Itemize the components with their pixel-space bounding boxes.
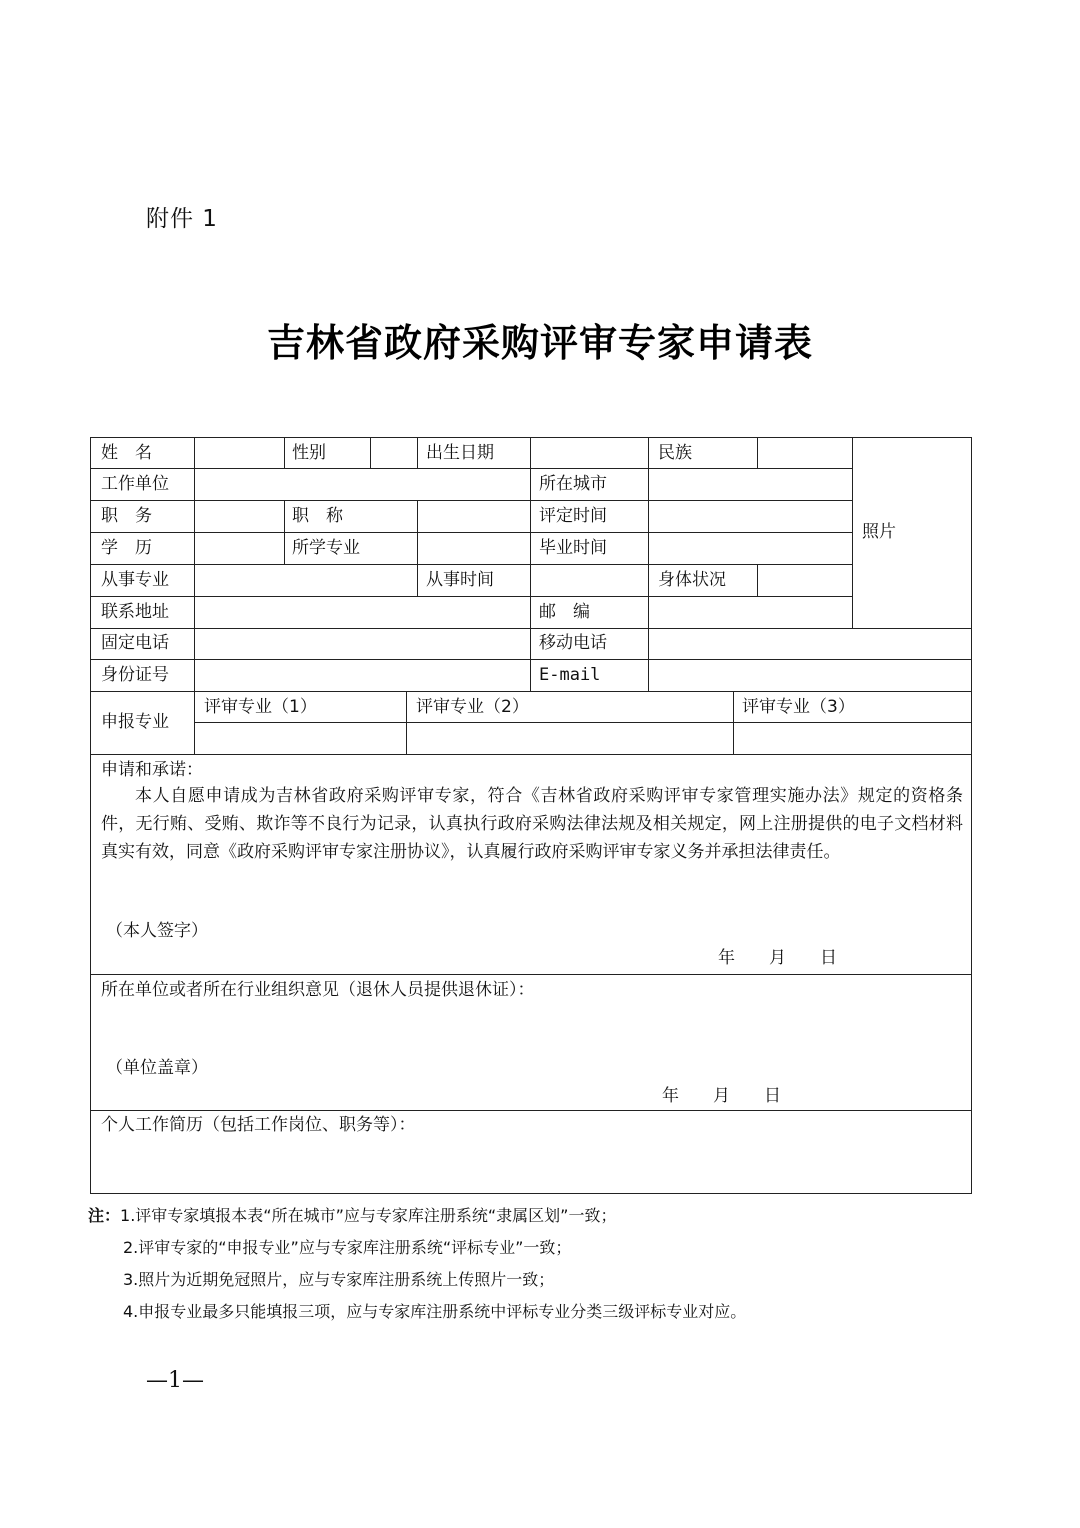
notes-lead: 注： xyxy=(88,1206,121,1225)
gender-label: 性别 xyxy=(292,443,326,463)
note-item-2: 2.评审专家的“申报专业”应与专家库注册系统“评标专业”一致； xyxy=(123,1238,572,1257)
review-major-3-label: 评审专业（3） xyxy=(742,697,855,717)
photo-label: 照片 xyxy=(862,522,896,542)
major-label: 所学专业 xyxy=(292,538,360,558)
commitment-heading: 申请和承诺： xyxy=(101,760,203,780)
opinion-date: 年 月 日 xyxy=(662,1086,781,1106)
address-label: 联系地址 xyxy=(101,602,169,622)
page-title: 吉林省政府采购评审专家申请表 xyxy=(266,320,813,365)
field-label: 从事专业 xyxy=(101,570,169,590)
professional-title-label: 职 称 xyxy=(292,506,343,526)
page-number: —1— xyxy=(146,1368,204,1393)
note-item-4: 4.申报专业最多只能填报三项，应与专家库注册系统中评标专业分类三级评标专业对应。 xyxy=(123,1302,747,1321)
ethnicity-label: 民族 xyxy=(658,443,692,463)
name-label: 姓 名 xyxy=(101,443,152,463)
commitment-date: 年 月 日 xyxy=(718,948,837,968)
graduation-time-label: 毕业时间 xyxy=(539,538,607,558)
seal-label: （单位盖章） xyxy=(106,1058,208,1078)
mobile-label: 移动电话 xyxy=(539,633,607,653)
review-major-2-label: 评审专业（2） xyxy=(416,697,529,717)
city-label: 所在城市 xyxy=(539,474,607,494)
birth-date-label: 出生日期 xyxy=(426,443,494,463)
phone-label: 固定电话 xyxy=(101,633,169,653)
review-major-1-label: 评审专业（1） xyxy=(204,697,317,717)
attachment-label: 附件 1 xyxy=(146,206,218,232)
signature-label: （本人签字） xyxy=(106,921,208,941)
note-item-1: 1.评审专家填报本表“所在城市”应与专家库注册系统“隶属区划”一致； xyxy=(120,1206,617,1225)
commitment-text: 本人自愿申请成为吉林省政府采购评审专家，符合《吉林省政府采购评审专家管理实施办法》规定的资格条件，无行贿、受贿、欺诈等不良行为记录，认真执行政府采购法律法规及相关规定，网上注册提供的电子文档材料真实有效，同意《政府采购评审专家注册协议》，认真履行政府采购评审专家义务并承担法律责任。 xyxy=(101,786,963,862)
notes-section xyxy=(88,1200,746,1328)
education-label: 学 历 xyxy=(101,538,152,558)
note-item-3: 3.照片为近期免冠照片，应与专家库注册系统上传照片一致； xyxy=(123,1270,555,1289)
health-label: 身体状况 xyxy=(658,570,726,590)
position-label: 职 务 xyxy=(101,506,152,526)
employer-label: 工作单位 xyxy=(101,474,169,494)
postcode-label: 邮 编 xyxy=(539,602,590,622)
field-time-label: 从事时间 xyxy=(426,570,494,590)
resume-heading: 个人工作简历（包括工作岗位、职务等）： xyxy=(101,1115,416,1135)
email-label: E-mail xyxy=(539,665,601,685)
commitment-body xyxy=(101,782,963,866)
id-number-label: 身份证号 xyxy=(101,665,169,685)
rated-time-label: 评定时间 xyxy=(539,506,607,526)
employer-opinion-heading: 所在单位或者所在行业组织意见（退休人员提供退休证）： xyxy=(101,980,535,1000)
apply-major-label: 申报专业 xyxy=(101,712,169,732)
